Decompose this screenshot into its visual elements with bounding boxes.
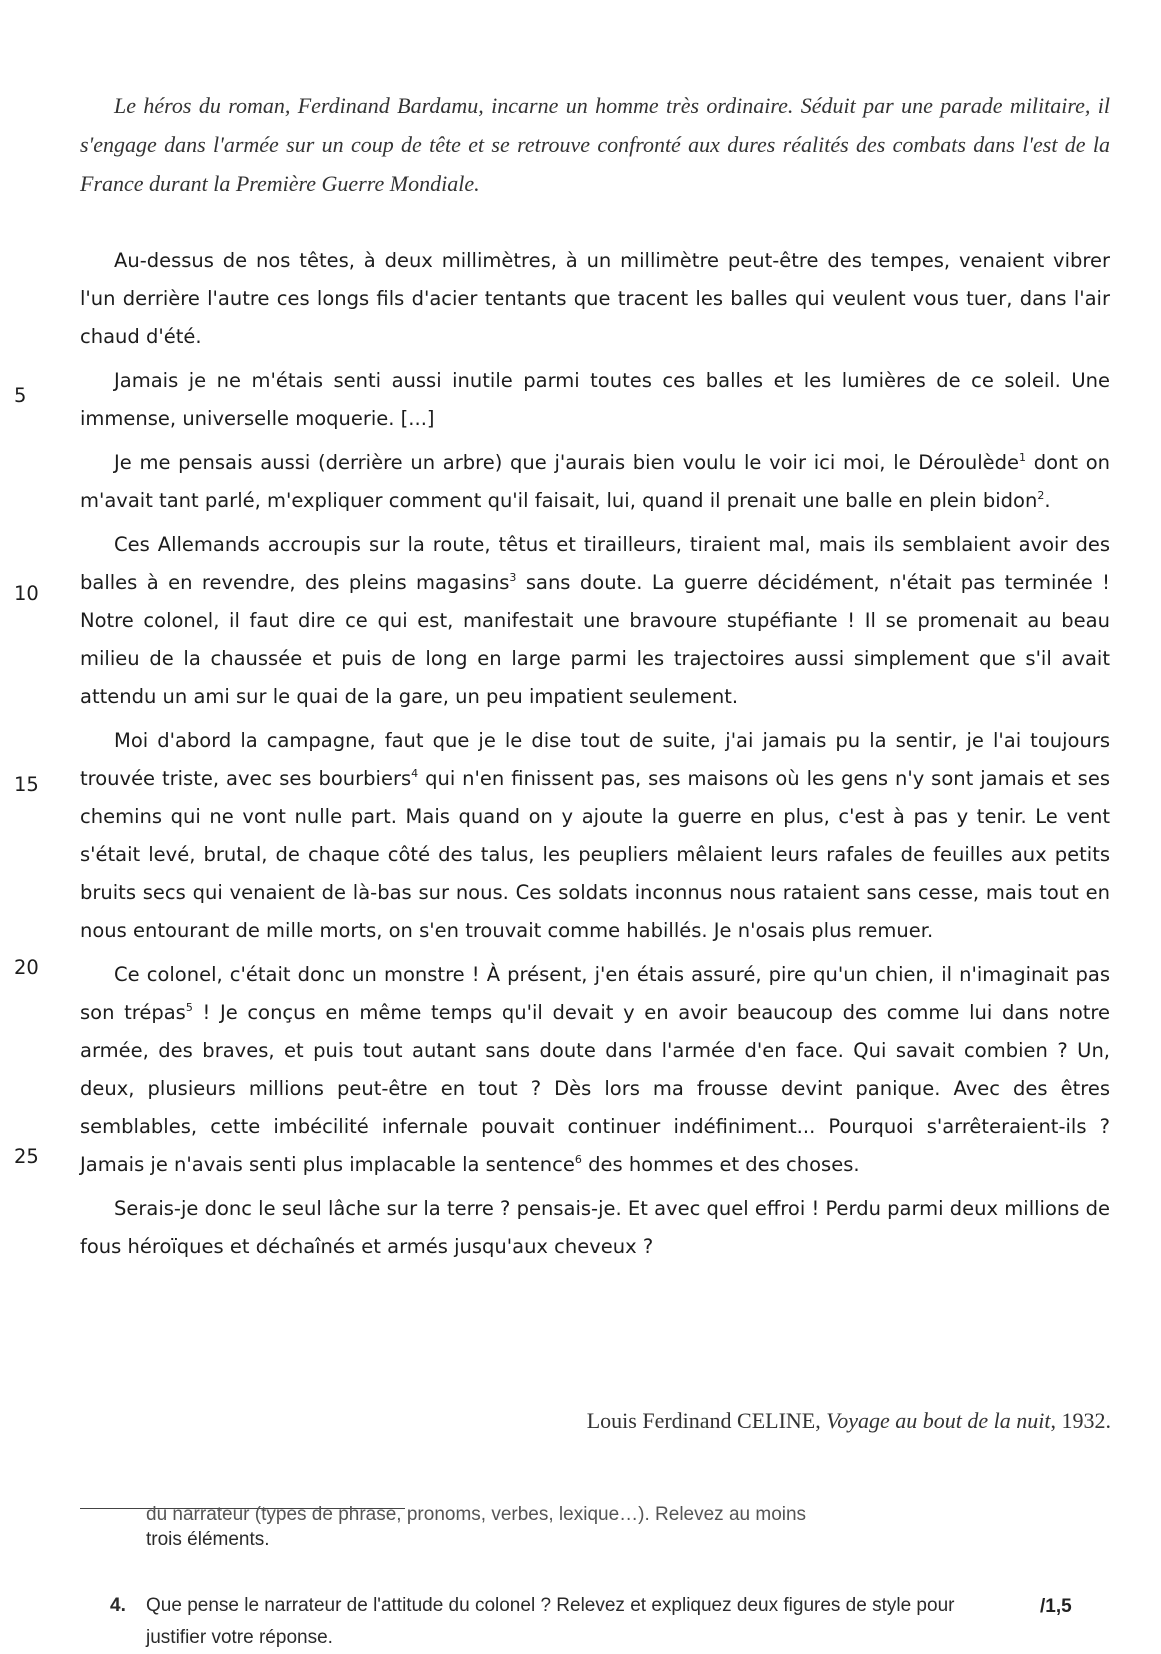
footnote-ref-1: 1 <box>1019 451 1026 464</box>
question-3-end: trois éléments. <box>146 1529 270 1550</box>
line-number-5: 5 <box>14 384 27 407</box>
paragraph-7: Serais-je donc le seul lâche sur la terre ? pensais-je. Et avec quel effroi ! Perdu parmi deux millions de fous héroïques et déchaînés et armés jusqu'aux cheveux ? <box>80 1197 1110 1258</box>
line-number-10: 10 <box>14 582 39 605</box>
question-3-continuation <box>146 1506 1066 1556</box>
footnote-ref-6: 6 <box>574 1153 582 1166</box>
paragraph-3: Je me pensais aussi (derrière un arbre) que j'aurais bien voulu le voir ici moi, le Déroulède$^1$ dont on m'avait tant parlé, m'expliquer comment qu'il faisait, lui, quand il prenait une balle en plein bidon$^2$. <box>80 451 1111 512</box>
footnote-ref-5: 5 <box>185 1001 193 1014</box>
paragraph-2: Jamais je ne m'étais senti aussi inutile parmi toutes ces balles et les lumières de ce soleil. Une immense, universelle moquerie. [...] <box>80 369 1110 430</box>
paragraph-6: Ce colonel, c'était donc un monstre ! À présent, j'en étais assuré, pire qu'un chien, il n'imaginait pas son trépas$^5$ ! Je conçus en même temps qu'il devait y en avoir beaucoup des comme lui dans notre armée, des braves, et puis tout autant sans doute dans l'armée d'en face. Qui savait combien ? Un, deux, plusieurs millions peut-être en tout ? Dès lors ma frousse devint panique. Avec des êtres semblables, cette imbécilité infernale pouvait continuer indéfiniment... Pourquoi s'arrêteraient-ils ? Jamais je n'avais senti plus implacable la sentence$^6$ des hommes et des choses. <box>80 963 1110 1176</box>
line-number-15: 15 <box>14 773 39 796</box>
excerpt-text <box>80 242 1110 1272</box>
question-3-cut-line: du narrateur (types de phrase, pronoms, verbes, lexique…). Relevez au moins <box>146 1506 807 1524</box>
footnote-ref-3: 3 <box>509 571 517 584</box>
paragraph-4: Ces Allemands accroupis sur la route, têtus et tirailleurs, tiraient mal, mais ils semblaient avoir des balles à en revendre, des pleins magasins$^3$ sans doute. La guerre décidément, n'était pas terminée ! Notre colonel, il faut dire ce qui est, manifestait une bravoure stupéfiante ! Il se promenait au beau milieu de la chaussée et puis de long en large parmi les trajectoires aussi simplement que s'il avait attendu un ami sur le quai de la gare, un peu impatient seulement. <box>80 533 1110 708</box>
line-number-25: 25 <box>14 1145 39 1168</box>
question-4-number: 4. <box>110 1595 126 1616</box>
paragraph-5: Moi d'abord la campagne, faut que je le dise tout de suite, j'ai jamais pu la sentir, je l'ai toujours trouvée triste, avec ses bourbiers$^4$ qui n'en finissent pas, ses maisons où les gens n'y sont jamais et ses chemins qui ne vont nulle part. Mais quand on y ajoute la guerre en plus, c'est à pas y tenir. Le vent s'était levé, brutal, de chaque côté des talus, les peupliers mêlaient leurs rafales de feuilles aux petits bruits secs qui venaient de là-bas sur nous. Ces soldats inconnus nous rataient sans cesse, mais tout en nous entourant de mille morts, on s'en trouvait comme habillés. Je n'osais plus remuer. <box>80 729 1110 942</box>
question-4 <box>110 1590 990 1654</box>
footnote-ref-2: 2 <box>1037 489 1045 502</box>
paragraph-1: Au-dessus de nos têtes, à deux millimètres, à un millimètre peut-être des tempes, venaient vibrer l'un derrière l'autre ces longs fils d'acier tentants que tracent les balles qui veulent vous tuer, dans l'air chaud d'été. <box>80 249 1110 348</box>
question-4-points: /1,5 <box>1040 1596 1072 1617</box>
source-citation: Louis Ferdinand CELINE, Voyage au bout de la nuit, 1932. <box>586 1408 1111 1433</box>
book-title: Voyage au bout de la nuit <box>826 1408 1051 1433</box>
line-number-20: 20 <box>14 956 39 979</box>
intro-paragraph: Le héros du roman, Ferdinand Bardamu, incarne un homme très ordinaire. Séduit par une parade militaire, il s'engage dans l'armée sur un coup de tête et se retrouve confronté aux dures réalités des combats dans l'est de la France durant la Première Guerre Mondiale. <box>80 93 1110 196</box>
footnote-ref-4: 4 <box>411 767 419 780</box>
question-4-text: Que pense le narrateur de l'attitude du colonel ? Relevez et expliquez deux figures de style pour justifier votre réponse. <box>146 1595 955 1648</box>
